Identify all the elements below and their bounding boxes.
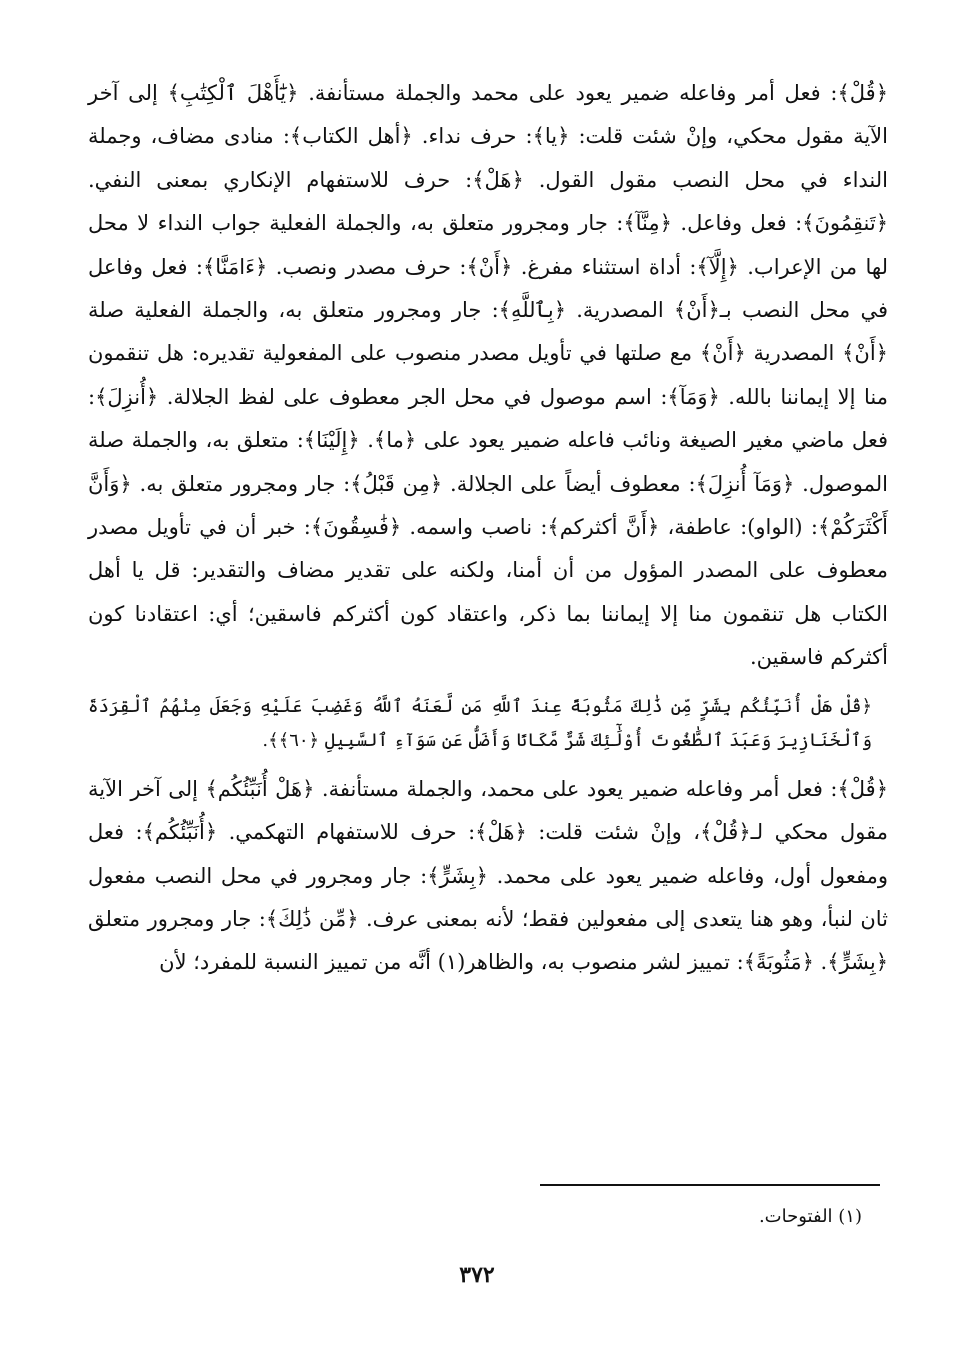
paragraph-1: ﴿قُلْ﴾: فعل أمر وفاعله ضمير يعود على محمد والجملة مستأنفة. ﴿يَٰٓأَهْلَ ٱلْكِتَٰبِ﴾ إلى آخر الآية مقول محكي، وإنْ شئت قلت: ﴿يا﴾: حرف نداء. ﴿أهل الكتاب﴾: منادى مضاف، وجملة النداء في محل النصب مقول القول. ﴿هَلْ﴾: حرف للاستفهام الإنكاري بمعنى النفي. ﴿تَنقِمُونَ﴾: فعل وفاعل. ﴿مِنَّآ﴾: جار ومجرور متعلق به، والجملة الفعلية جواب النداء لا محل لها من الإعراب. ﴿إِلَّآ﴾: أداة استثناء مفرغ. ﴿أَنْ﴾: حرف مصدر ونصب. ﴿ءَامَنَّا﴾: فعل وفاعل في محل النصب بـ﴿أَنْ﴾ المصدرية. ﴿بِٱللَّهِ﴾: جار ومجرور متعلق به، والجملة الفعلية صلة ﴿أَنْ﴾ المصدرية ﴿أَنْ﴾ مع صلتها في تأويل مصدر منصوب على المفعولية تقديره: هل تنقمون منا إلا إيماننا بالله. ﴿وَمَآ﴾: اسم موصول في محل الجر معطوف على لفظ الجلالة. ﴿أُنزِلَ﴾: فعل ماضي مغير الصيغة ونائب فاعله ضمير يعود على ﴿ما﴾. ﴿إِلَيْنَا﴾: متعلق به، والجملة صلة الموصول. ﴿وَمَآ أُنزِلَ﴾: معطوف أيضاً على الجلالة. ﴿مِن قَبْلُ﴾: جار ومجرور متعلق به. ﴿وَأَنَّ أَكْثَرَكُمْ﴾: (الواو): عاطفة، ﴿أَنَّ أكثركم﴾: ناصب واسمه. ﴿فَٰسِقُونَ﴾: خبر أن في تأويل مصدر معطوف على المصدر المؤول من أن أمنا، ولكنه على تقدير مضاف والتقدير: قل يا أهل الكتاب هل تنقمون منا إلا إيماننا بما ذكر، واعتقاد كون أكثركم فاسقين؛ أي: اعتقادنا كون أكثركم فاسقين.	[88, 81, 888, 670]
page-number: ٣٧٢	[459, 1262, 495, 1288]
page-body	[88, 72, 888, 985]
quran-verse: ﴿قُلْ هَلْ أُنَبِّئُكُم بِشَرٍّ مِّن ذَٰلِكَ مَثُوبَةً عِندَ ٱللَّهِ مَن لَّعَنَهُ ٱللَّهُ وَغَضِبَ عَلَيْهِ وَجَعَلَ مِنْهُمُ ٱلْقِرَدَةَ وَٱلْخَنَازِيرَ وَعَبَدَ ٱلطَّٰغُوتَ أُوْلَٰٓئِكَ شَرٌّ مَّكَانًا وَأَضَلُّ عَن سَوَآءِ ٱلسَّبِيلِ ﴿٦٠﴾﴾.	[88, 695, 872, 751]
footnote-divider	[540, 1184, 880, 1186]
footnote: (١) الفتوحات.	[758, 1206, 862, 1227]
paragraph-2: ﴿قُلْ﴾: فعل أمر وفاعله ضمير يعود على محمد، والجملة مستأنفة. ﴿هَلْ أُنَبِّئُكُم﴾ إلى آخر الآية مقول محكي لـ﴿قُلْ﴾، وإنْ شئت قلت: ﴿هَلْ﴾: حرف للاستفهام التهكمي. ﴿أُنَبِّئُكُم﴾: فعل ومفعول أول، وفاعله ضمير يعود على محمد. ﴿بِشَرٍّ﴾: جار ومجرور في محل النصب مفعول ثان لنبأ، وهو هنا يتعدى إلى مفعولين فقط؛ لأنه بمعنى عرف. ﴿مِّن ذَٰلِكَ﴾: جار ومجرور متعلق ﴿بِشَرٍّ﴾. ﴿مَثُوبَةً﴾: تمييز لشر منصوب به، والظاهر(١) أنَّه من تمييز النسبة للمفرد؛ لأن	[88, 776, 888, 975]
